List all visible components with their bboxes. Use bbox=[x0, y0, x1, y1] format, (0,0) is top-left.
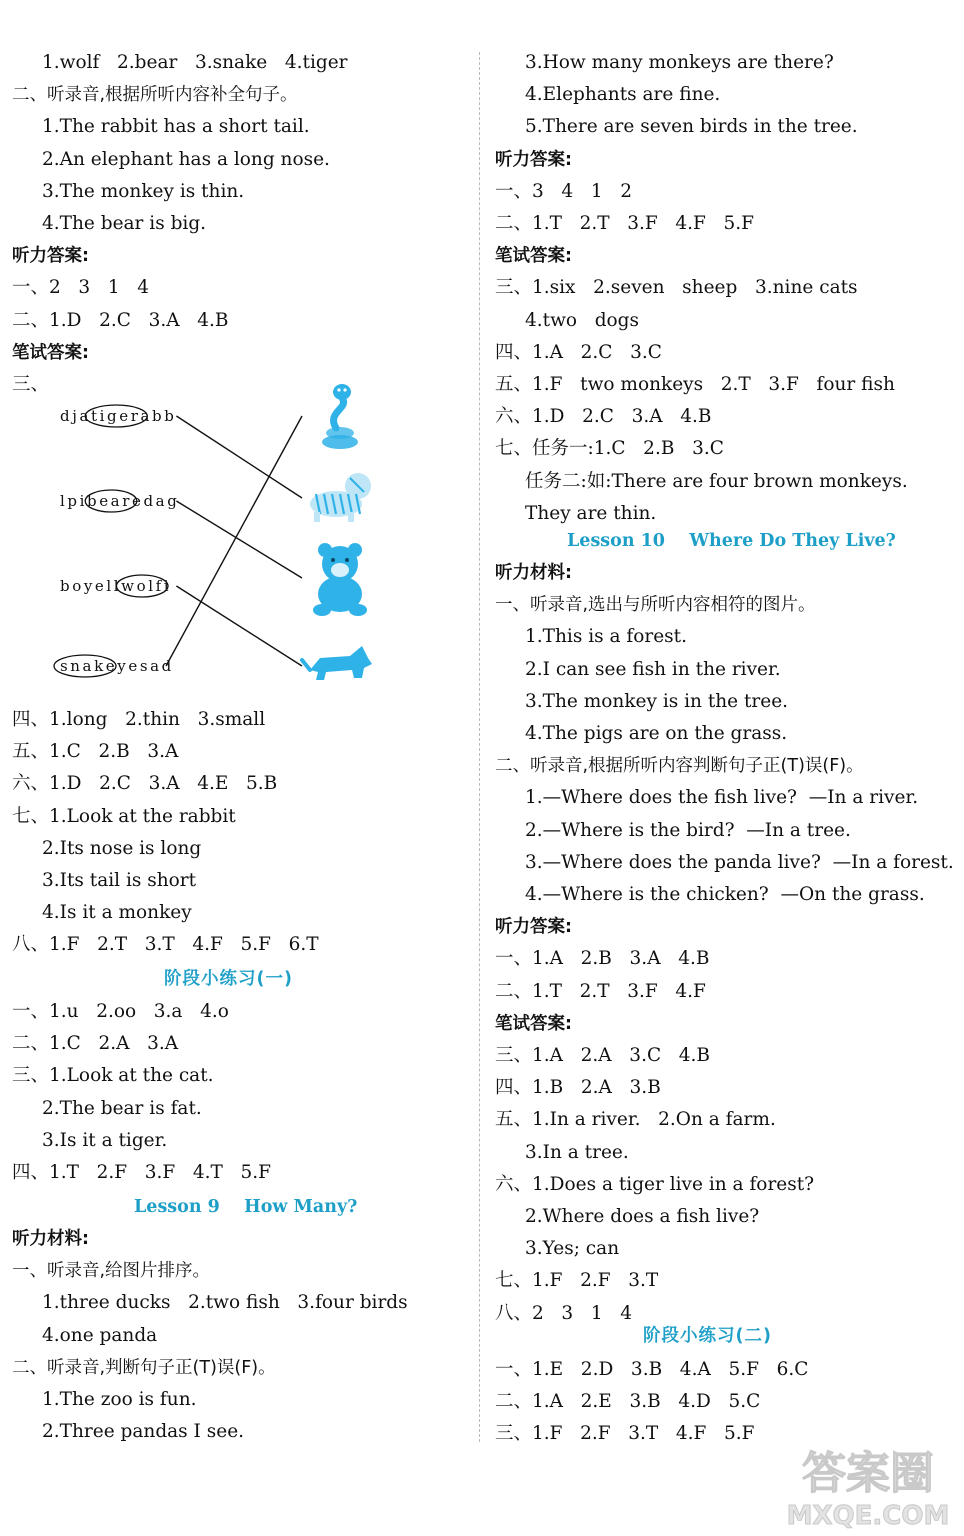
left-text-line: 1.wolf 2.bear 3.snake 4.tiger bbox=[42, 52, 348, 73]
right-text-line: 听力答案: bbox=[495, 917, 572, 938]
bear-icon bbox=[313, 543, 367, 616]
right-text-line: They are thin. bbox=[525, 502, 657, 524]
left-text-line: 二、1.C 2.A 3.A bbox=[12, 1033, 179, 1055]
left-text-line: 八、1.F 2.T 3.T 4.F 5.F 6.T bbox=[12, 934, 319, 956]
left-text-line: 2.The bear is fat. bbox=[42, 1097, 202, 1119]
right-text-line: 任务二:如:There are four brown monkeys. bbox=[525, 470, 908, 492]
right-text-line: 1.This is a forest. bbox=[525, 626, 687, 648]
right-text-line: 六、1.Does a tiger live in a forest? bbox=[495, 1173, 815, 1195]
match-line bbox=[176, 586, 302, 666]
right-text-line: 六、1.D 2.C 3.A 4.B bbox=[495, 406, 712, 428]
watermark-logo bbox=[780, 1440, 955, 1530]
left-text-line: 一、2 3 1 4 bbox=[12, 277, 150, 299]
right-text-line: 二、听录音,根据所听内容判断句子正(T)误(F)。 bbox=[495, 756, 864, 777]
word-puzzle-bear bbox=[60, 490, 179, 512]
left-text-line: 1.The rabbit has a short tail. bbox=[42, 116, 310, 138]
watermark-url: MXQE.COM bbox=[786, 1501, 950, 1530]
right-text-line: 3.—Where does the panda live? —In a forest. bbox=[525, 851, 954, 873]
column-divider bbox=[479, 52, 480, 1442]
word-puzzle-tiger bbox=[60, 405, 176, 427]
right-text-line: 2.Where does a fish live? bbox=[525, 1206, 760, 1227]
left-text-line: 七、1.Look at the rabbit bbox=[12, 805, 236, 827]
match-line bbox=[176, 416, 302, 498]
right-text-line: 二、1.T 2.T 3.F 4.F 5.F bbox=[495, 213, 755, 234]
watermark-cn: 答案圈 bbox=[802, 1448, 934, 1499]
wolf-icon bbox=[302, 646, 372, 680]
right-text-line: 4.two dogs bbox=[525, 309, 640, 331]
word-puzzle-text: djatigerabb bbox=[60, 407, 177, 425]
right-text-line: 八、2 3 1 4 bbox=[495, 1302, 633, 1324]
right-text-line: 1.—Where does the fish live? —In a river. bbox=[525, 787, 919, 809]
left-text-line: 4.one panda bbox=[42, 1324, 158, 1346]
right-text-line: 4.Elephants are fine. bbox=[525, 84, 721, 106]
match-line bbox=[176, 501, 302, 578]
left-text-line: 2.An elephant has a long nose. bbox=[42, 148, 330, 170]
word-puzzle-snake bbox=[54, 655, 174, 677]
left-text-line: 三、 bbox=[12, 374, 50, 395]
right-text-line: 一、听录音,选出与所听内容相符的图片。 bbox=[495, 595, 816, 616]
right-text-line: 七、任务一:1.C 2.B 3.C bbox=[495, 438, 724, 460]
right-text-line: 听力答案: bbox=[495, 149, 572, 170]
left-text-line: 3.The monkey is thin. bbox=[42, 180, 245, 202]
left-text-line: 六、1.D 2.C 3.A 4.E 5.B bbox=[12, 773, 278, 795]
left-text-line: 3.Is it a tiger. bbox=[42, 1129, 168, 1151]
left-text-line: 二、听录音,根据所听内容补全句子。 bbox=[12, 85, 298, 106]
right-text-line: 3.How many monkeys are there? bbox=[525, 52, 834, 73]
right-text-line: 4.The pigs are on the grass. bbox=[525, 723, 788, 744]
left-text-line: 二、听录音,判断句子正(T)误(F)。 bbox=[12, 1357, 276, 1378]
right-text-line: 3.In a tree. bbox=[525, 1141, 629, 1163]
left-text-line: 四、1.long 2.thin 3.small bbox=[12, 709, 266, 730]
right-text-line: 五、1.F two monkeys 2.T 3.F four fish bbox=[495, 374, 895, 395]
right-text-line: 4.—Where is the chicken? —On the grass. bbox=[525, 884, 925, 905]
section-title: Lesson 9 How Many? bbox=[134, 1197, 358, 1217]
right-text-line: 七、1.F 2.F 3.T bbox=[495, 1270, 659, 1292]
left-text-line: 二、1.D 2.C 3.A 4.B bbox=[12, 309, 229, 331]
right-text-line: 一、3 4 1 2 bbox=[495, 180, 633, 202]
section-title: Lesson 10 Where Do They Live? bbox=[567, 531, 896, 551]
right-text-line: 一、1.E 2.D 3.B 4.A 5.F 6.C bbox=[495, 1359, 809, 1380]
right-text-line: 2.—Where is the bird? —In a tree. bbox=[525, 819, 851, 841]
word-puzzle-text: lpibearedag bbox=[60, 492, 180, 510]
right-text-line: 二、1.T 2.T 3.F 4.F bbox=[495, 980, 706, 1002]
left-text-line: 4.Is it a monkey bbox=[42, 902, 192, 924]
right-text-line: 二、1.A 2.E 3.B 4.D 5.C bbox=[495, 1391, 761, 1413]
right-text-line: 五、1.In a river. 2.On a farm. bbox=[495, 1109, 776, 1131]
snake-icon bbox=[322, 384, 358, 449]
right-text-line: 3.Yes; can bbox=[525, 1238, 620, 1260]
right-text-line: 一、1.A 2.B 3.A 4.B bbox=[495, 948, 710, 970]
left-text-line: 1.The zoo is fun. bbox=[42, 1389, 197, 1410]
left-text-line: 一、听录音,给图片排序。 bbox=[12, 1261, 211, 1282]
right-text-line: 5.There are seven birds in the tree. bbox=[525, 116, 858, 138]
left-text-line: 笔试答案: bbox=[12, 342, 89, 363]
word-puzzle-wolf bbox=[60, 575, 171, 597]
right-text-line: 四、1.A 2.C 3.C bbox=[495, 341, 662, 363]
left-text-line: 1.three ducks 2.two fish 3.four birds bbox=[42, 1292, 408, 1314]
left-text-line: 四、1.T 2.F 3.F 4.T 5.F bbox=[12, 1162, 272, 1183]
right-text-line: 2.I can see fish in the river. bbox=[525, 658, 781, 680]
right-text-line: 三、1.F 2.F 3.T 4.F 5.F bbox=[495, 1423, 755, 1445]
left-text-line: 2.Three pandas I see. bbox=[42, 1421, 245, 1443]
section-title: 阶段小练习(一) bbox=[164, 969, 293, 989]
right-text-line: 三、1.six 2.seven sheep 3.nine cats bbox=[495, 277, 858, 299]
word-puzzle-text: boyellwolfi bbox=[60, 577, 172, 595]
left-text-line: 3.Its tail is short bbox=[42, 870, 197, 891]
left-text-line: 一、1.u 2.oo 3.a 4.o bbox=[12, 1001, 229, 1022]
right-text-line: 听力材料: bbox=[495, 563, 572, 583]
right-text-line: 三、1.A 2.A 3.C 4.B bbox=[495, 1045, 710, 1066]
left-text-line: 三、1.Look at the cat. bbox=[12, 1065, 214, 1087]
tiger-icon bbox=[310, 473, 371, 522]
matching-exercise bbox=[12, 380, 382, 690]
right-text-line: 四、1.B 2.A 3.B bbox=[495, 1077, 661, 1099]
right-text-line: 3.The monkey is in the tree. bbox=[525, 690, 789, 712]
left-text-line: 五、1.C 2.B 3.A bbox=[12, 741, 179, 763]
left-text-line: 2.Its nose is long bbox=[42, 837, 202, 859]
left-text-line: 听力材料: bbox=[12, 1229, 89, 1249]
right-text-line: 笔试答案: bbox=[495, 1013, 572, 1034]
right-text-line: 笔试答案: bbox=[495, 246, 572, 267]
left-text-line: 4.The bear is big. bbox=[42, 213, 207, 234]
left-text-line: 听力答案: bbox=[12, 246, 89, 267]
section-title: 阶段小练习(二) bbox=[643, 1326, 772, 1346]
word-puzzle-text: snakeyesad bbox=[60, 657, 174, 675]
